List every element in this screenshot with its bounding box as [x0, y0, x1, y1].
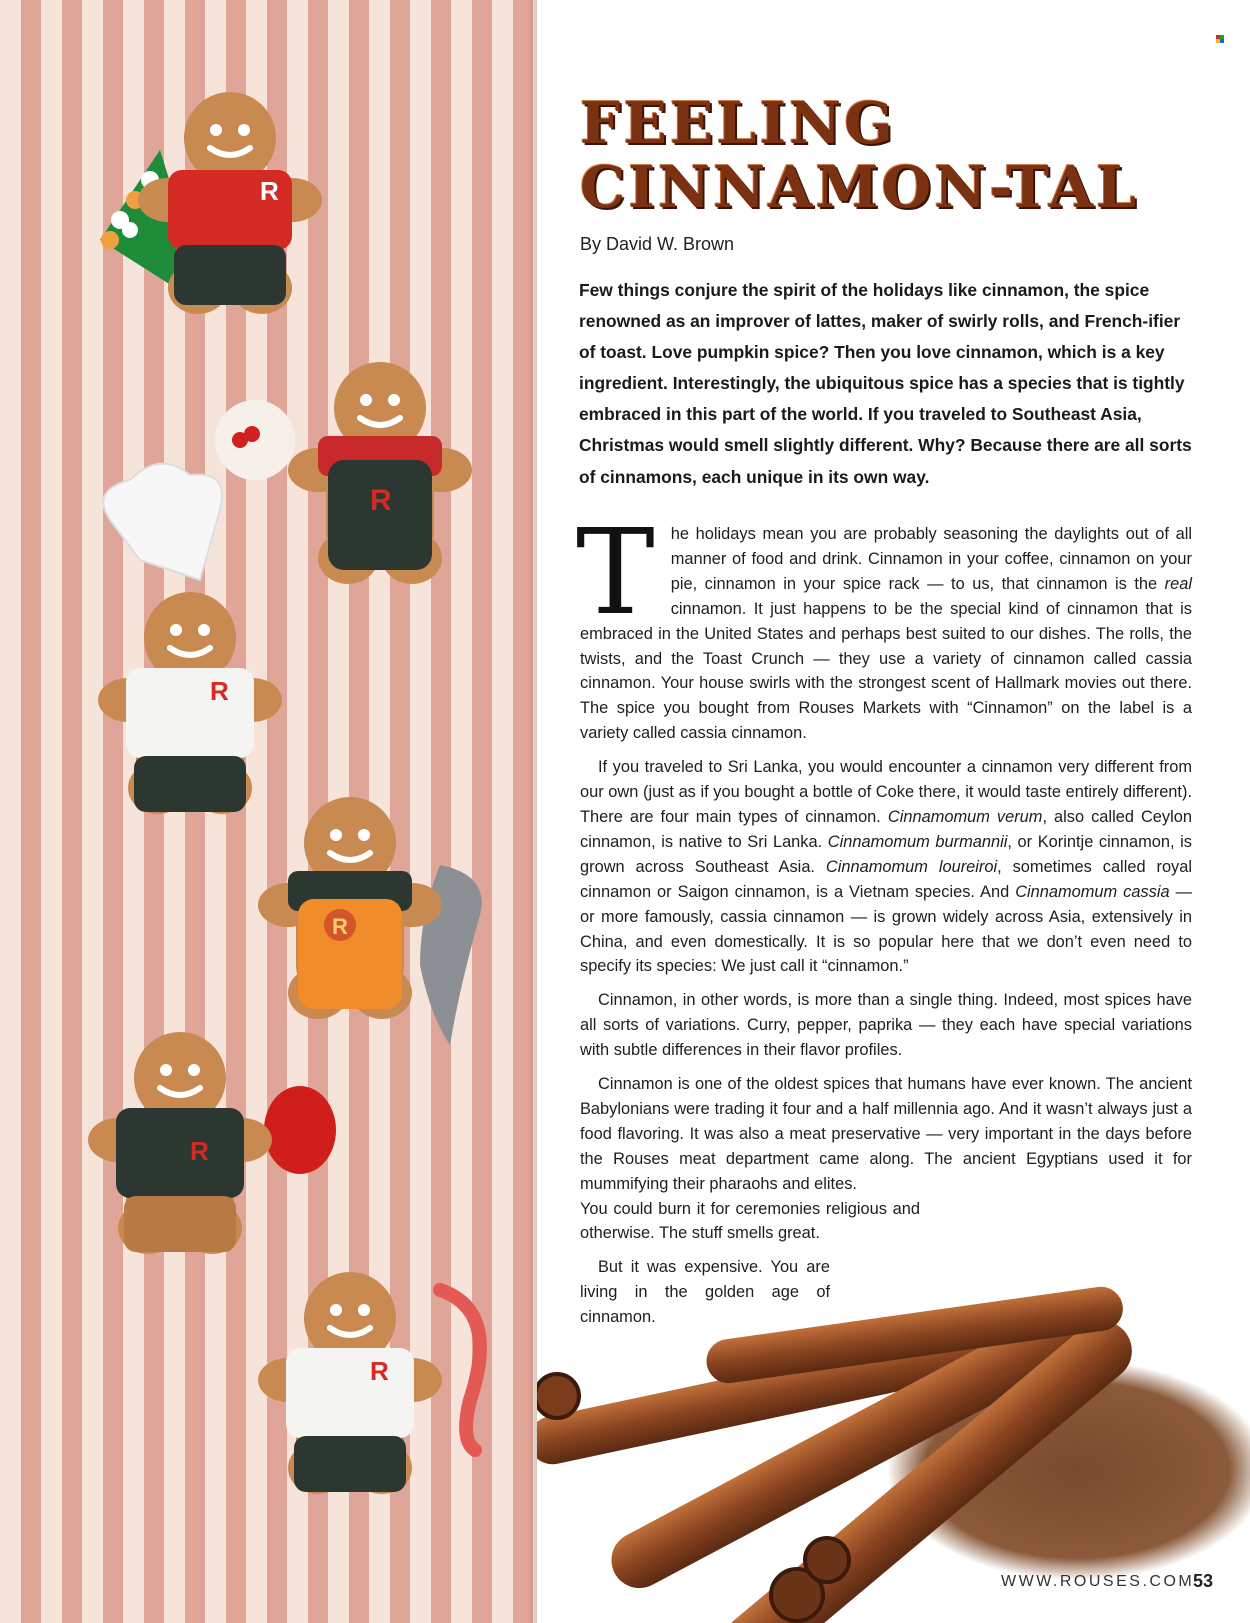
p2-text-b: , also called Ceylon cinnamon, is native to Sri Lanka.	[580, 807, 1192, 851]
cookie-white-shirt-shrimp	[258, 1272, 480, 1494]
cookie-red-shirt	[100, 92, 322, 314]
corner-color-mark	[1216, 30, 1224, 38]
svg-text:R: R	[332, 914, 348, 939]
p2-text-a: If you traveled to Sri Lanka, you would encounter a cinnamon very different from our own (just as if you bought a bottle of Coke there, it would taste entirely different). There are four main types of cinnamon.	[580, 758, 1192, 826]
cookie-chef	[98, 464, 282, 814]
cinnamon-sticks-image	[537, 1200, 1250, 1623]
svg-text:R: R	[370, 484, 392, 517]
p2-text-c: , or Korintje cinnamon, is grown across Southeast Asia.	[580, 832, 1192, 876]
body-paragraph-3: Cinnamon, in other words, is more than a single thing. Indeed, most spices have all sorts of variations. Curry, pepper, paprika — they each have special variations with subtle differences in their flavor profiles.	[580, 991, 1192, 1060]
body-paragraph-1	[576, 503, 1192, 746]
intro-paragraph: Few things conjure the spirit of the holidays like cinnamon, the spice renowned as an improver of lattes, maker of swirly rolls, and French-ifier of toast. Love pumpkin spice? Then you love cinnamon, which is a key ingredient. Interestingly, the ubiquitous spice has a species that is tightly embraced in this part of the world. If you traveled to Southeast Asia, Christmas would smell slightly different. Why? Because there are all sorts of cinnamons, each unique in its own way.	[579, 280, 1192, 487]
drop-cap: T	[576, 503, 655, 641]
page-number: 53	[1193, 1571, 1214, 1591]
body-paragraph-4-continued: You could burn it for ceremonies religious and otherwise. The stuff smells great.	[580, 1199, 920, 1243]
footer-website: WWW.ROUSES.COM	[1001, 1573, 1195, 1590]
species-loureiroi: Cinnamomum loureiroi	[825, 857, 998, 876]
p1-text-b: cinnamon. It just happens to be the special kind of cinnamon that is embraced in the United States and perhaps best suited to our dishes. The rolls, the twists, and the Toast Crunch — they use a variety of cinnamon called cassia cinnamon. Your house swirls with the strongest scent of Hallmark movies out there. The spice you bought from Rouses Markets with “Cinnamon” on the label is a variety called cassia cinnamon.	[580, 599, 1192, 743]
p1-emphasis: real	[1164, 574, 1192, 593]
p1-text-a: he holidays mean you are probably seasoning the daylights out of all manner of food and drink. Cinnamon in your coffee, cinnamon on your pie, cinnamon in your spice rack — to us, that cinnamon is the	[670, 525, 1192, 593]
svg-text:R: R	[210, 676, 229, 706]
p2-text-d: , sometimes called royal cinnamon or Saigon cinnamon, is a Vietnam species. And	[580, 857, 1193, 901]
species-burmannii: Cinnamomum burmannii	[827, 832, 1008, 851]
title-line-2: CINNAMON-TAL	[580, 154, 1140, 221]
cookie-orange-overalls	[258, 797, 482, 1045]
p2-text-e: — or more famously, cassia cinnamon — is grown widely across Asia, extensively in China, and even domestically. It is so popular here that we don’t even need to specify its species: We just call it “cinnamon.”	[580, 882, 1192, 976]
article-title	[580, 92, 1220, 220]
gingerbread-cookies-illustration	[0, 0, 537, 1623]
cookie-black-shirt	[88, 1032, 336, 1254]
svg-text:R: R	[370, 1356, 389, 1386]
byline: By David W. Brown	[580, 234, 735, 254]
body-paragraph-4: Cinnamon is one of the oldest spices that humans have ever known. The ancient Babylonians were trading it four and a half millennia ago. And it wasn’t always just a food flavoring. It was also a meat preservative — very important in the days before the Rouses meat department came along. The ancient Egyptians used it for mummifying their pharaohs and elites.	[580, 1075, 1192, 1193]
body-paragraph-2	[580, 755, 1192, 979]
cookie-overalls-black	[215, 362, 472, 584]
svg-text:R: R	[260, 176, 279, 206]
body-paragraph-5: But it was expensive. You are living in the golden age of cinnamon.	[580, 1258, 830, 1327]
species-cassia: Cinnamomum cassia	[1015, 882, 1170, 901]
title-line-1: FEELING	[580, 90, 896, 157]
species-verum: Cinnamomum verum	[887, 807, 1043, 826]
svg-text:R: R	[190, 1136, 209, 1166]
